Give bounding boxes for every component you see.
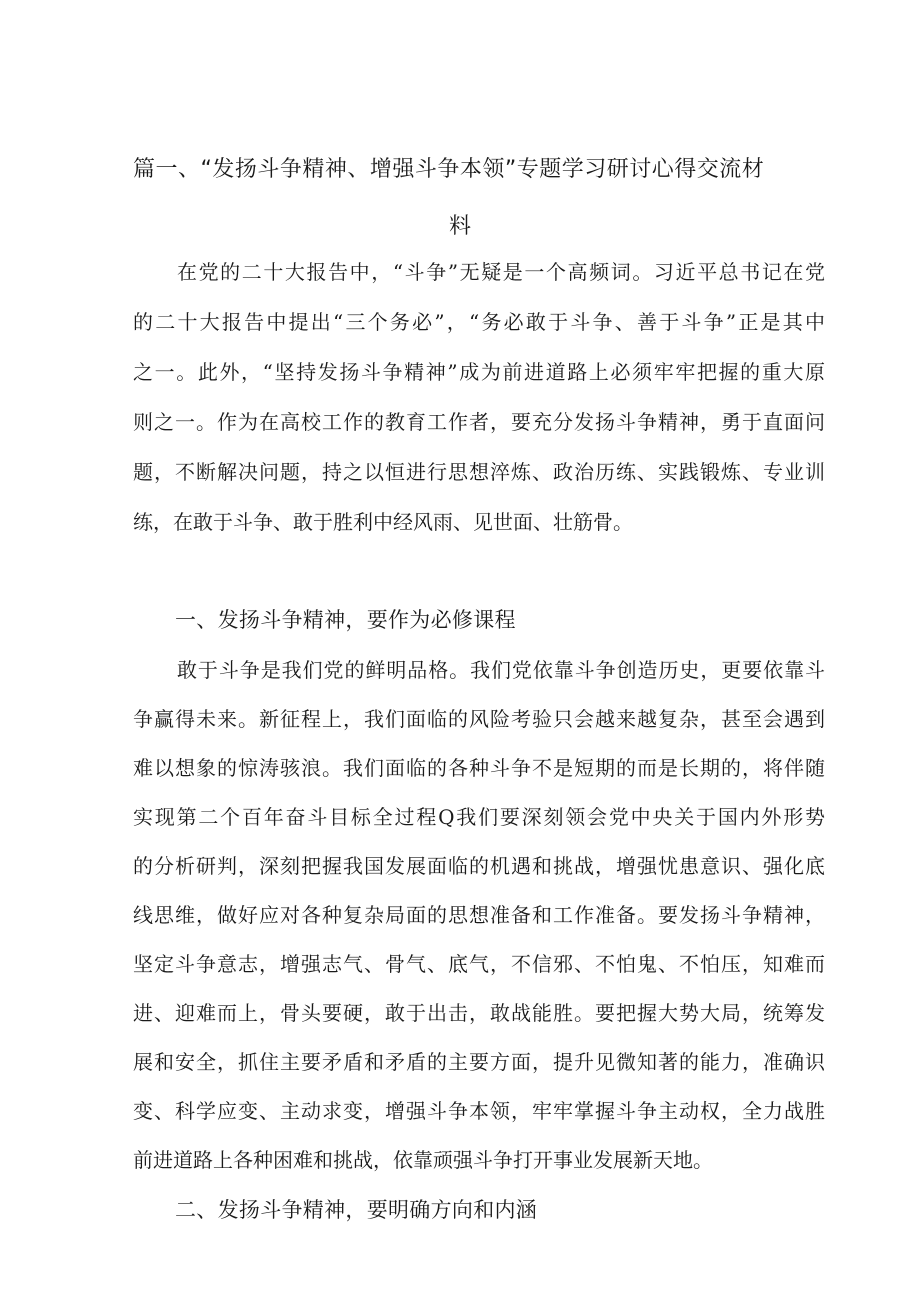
section-2-heading: 二、发扬斗争精神，要明确方向和内涵 — [175, 1198, 538, 1222]
intro-line: 之一。此外，“坚持发扬斗争精神”成为前进道路上必须牢牢把握的重大原 — [133, 360, 825, 384]
intro-line: 题，不断解决问题，持之以恒进行思想淬炼、政治历练、实践锻炼、专业训 — [133, 460, 825, 484]
section-1-line: 争赢得未来。新征程上，我们面临的风险考验只会越来越复杂，甚至会遇到 — [133, 707, 825, 731]
section-1-line: 前进道路上各种困难和挑战，依靠顽强斗争打开事业发展新天地。 — [133, 1148, 713, 1172]
intro-line: 则之一。作为在高校工作的教育工作者，要充分发扬斗争精神，勇于直面问 — [133, 410, 825, 434]
section-1-line: 线思维，做好应对各种复杂局面的思想准备和工作准备。要发扬斗争精神， — [133, 903, 825, 927]
section-1-line: 坚定斗争意志，增强志气、骨气、底气，不信邪、不怕鬼、不怕压，知难而 — [133, 952, 825, 976]
intro-line: 的二十大报告中提出“三个务必”，“务必敢于斗争、善于斗争”正是其中 — [133, 310, 825, 334]
section-1-heading: 一、发扬斗争精神，要作为必修课程 — [175, 608, 516, 632]
intro-line: 练，在敢于斗争、敢于胜利中经风雨、见世面、壮筋骨。 — [133, 510, 633, 534]
intro-line: 在党的二十大报告中，“斗争”无疑是一个高频词。习近平总书记在党 — [177, 260, 825, 284]
section-1-line: 展和安全，抓住主要矛盾和矛盾的主要方面，提升见微知著的能力，准确识 — [133, 1050, 825, 1074]
section-1-line: 进、迎难而上，骨头要硬，敢于出击，敢战能胜。要把握大势大局，统筹发 — [133, 1001, 825, 1025]
section-1-line: 的分析研判，深刻把握我国发展面临的机遇和挑战，增强忧患意识、强化底 — [133, 854, 825, 878]
section-1-line: 敢于斗争是我们党的鲜明品格。我们党依靠斗争创造历史，更要依靠斗 — [177, 658, 825, 682]
section-1-line: 变、科学应变、主动求变，增强斗争本领，牢牢掌握斗争主动权，全力战胜 — [133, 1099, 825, 1123]
section-1-line: 实现第二个百年奋斗目标全过程Q我们要深刻领会党中央关于国内外形势 — [133, 805, 825, 829]
section-1-line: 难以想象的惊涛骇浪。我们面临的各种斗争不是短期的而是长期的，将伴随 — [133, 756, 825, 780]
document-title-line-1: 篇一、“发扬斗争精神、增强斗争本领”专题学习研讨心得交流材 — [133, 157, 765, 182]
document-title-line-2: 料 — [449, 214, 472, 239]
